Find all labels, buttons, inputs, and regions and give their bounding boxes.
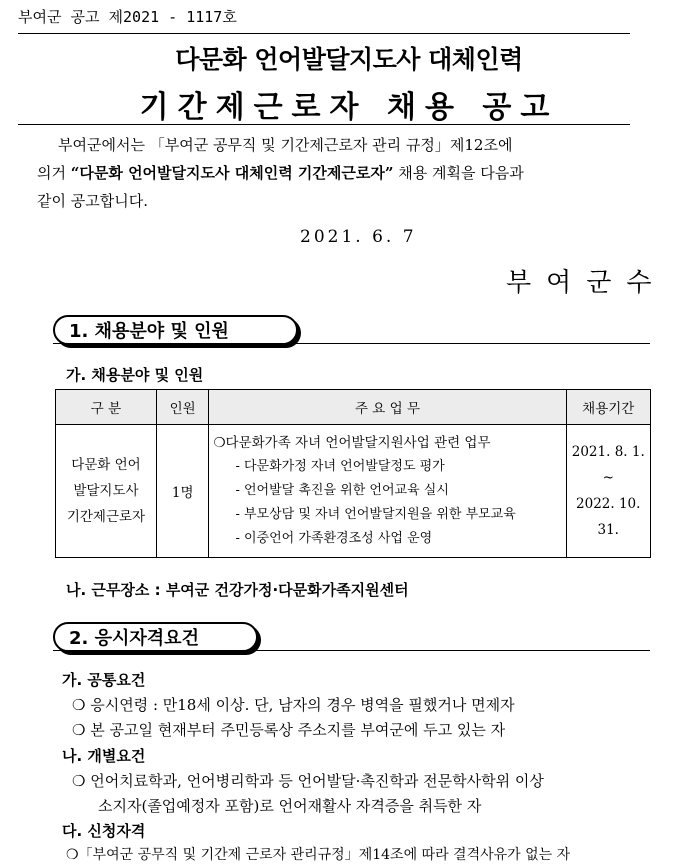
issuer-name: 부여군수 — [506, 268, 667, 298]
title-line-2: 기간제근로자 채용 공고 — [139, 90, 559, 125]
notice-date: 2021. 6. 7 — [300, 227, 417, 247]
intro-line-3: 같이 공고합니다. — [37, 192, 148, 210]
cell-headcount: 1명 — [156, 425, 209, 558]
cell-period — [566, 425, 651, 558]
field-line: 기간제근로자 — [66, 509, 146, 525]
th-field: 구 분 — [56, 390, 157, 425]
title-rule — [18, 124, 630, 125]
duty-item: - 이중언어 가족환경조성 사업 운영 — [235, 531, 433, 546]
section-2-sub-c: 다. 신청자격 — [62, 822, 146, 840]
field-line: 발달지도사 — [73, 483, 139, 499]
individual-item-line-2: 소지자(졸업예정자 포함)로 언어재활사 자격증을 취득한 자 — [98, 797, 482, 815]
th-headcount: 인원 — [156, 390, 209, 425]
duty-main: ❍다문화가족 자녀 언어발달지원사업 관련 업무 — [213, 435, 491, 451]
apply-item: ❍「부여군 공무직 및 기간제 근로자 관리규정」제14조에 따라 결격사유가 없는 자 — [66, 847, 571, 863]
duty-item: - 언어발달 촉진을 위한 언어교육 실시 — [235, 483, 449, 498]
individual-item-line-1: ❍ 언어치료학과, 언어병리학과 등 언어발달·촉진학과 전문학사학위 이상 — [72, 772, 544, 790]
notice-number: 부여군 공고 제2021 - 1117호 — [18, 8, 237, 26]
section-1-rule — [53, 343, 650, 344]
th-duties: 주 요 업 무 — [209, 390, 566, 425]
section-1-sub-b: 나. 근무장소 : 부여군 건강가정·다문화가족지원센터 — [66, 581, 409, 599]
section-1-sub-a: 가. 채용분야 및 인원 — [66, 366, 204, 384]
section-2-heading: 2. 응시자격요건 — [53, 622, 258, 652]
th-period: 채용기간 — [566, 390, 651, 425]
cell-field — [56, 425, 157, 558]
field-line: 다문화 언어 — [71, 457, 141, 473]
intro-line-2-suffix: 채용 계획을 다음과 — [393, 164, 524, 182]
title-line-1: 다문화 언어발달지도사 대체인력 — [175, 45, 523, 74]
recruitment-table — [55, 389, 651, 558]
intro-line-2 — [37, 159, 650, 187]
table-row — [56, 425, 651, 558]
table-header-row — [56, 390, 651, 425]
period-end: 2022. 10. 31. — [576, 496, 641, 538]
period-start: 2021. 8. 1. — [571, 444, 645, 460]
section-2-sub-b: 나. 개별요건 — [62, 747, 146, 765]
section-2-rule — [53, 650, 650, 651]
top-rule — [18, 33, 630, 34]
intro-line-2-bold: “다문화 언어발달지도사 대체인력 기간제근로자” — [70, 164, 394, 182]
intro-line-2-prefix: 의거 — [37, 164, 71, 182]
common-item: ❍ 응시연령 : 만18세 이상. 단, 남자의 경우 병역을 필했거나 면제자 — [72, 696, 515, 714]
cell-duties — [209, 425, 566, 558]
section-1-heading: 1. 채용분야 및 인원 — [53, 315, 298, 345]
duty-item: - 부모상담 및 자녀 언어발달지원을 위한 부모교육 — [235, 507, 516, 522]
period-separator: ~ — [602, 470, 614, 486]
section-2-sub-a: 가. 공통요건 — [62, 671, 146, 689]
common-item: ❍ 본 공고일 현재부터 주민등록상 주소지를 부여군에 두고 있는 자 — [72, 721, 506, 739]
duty-item: - 다문화가정 자녀 언어발달정도 평가 — [235, 459, 445, 474]
intro-line-1: 부여군에서는 「부여군 공무직 및 기간제근로자 관리 규정」제12조에 — [58, 136, 513, 154]
